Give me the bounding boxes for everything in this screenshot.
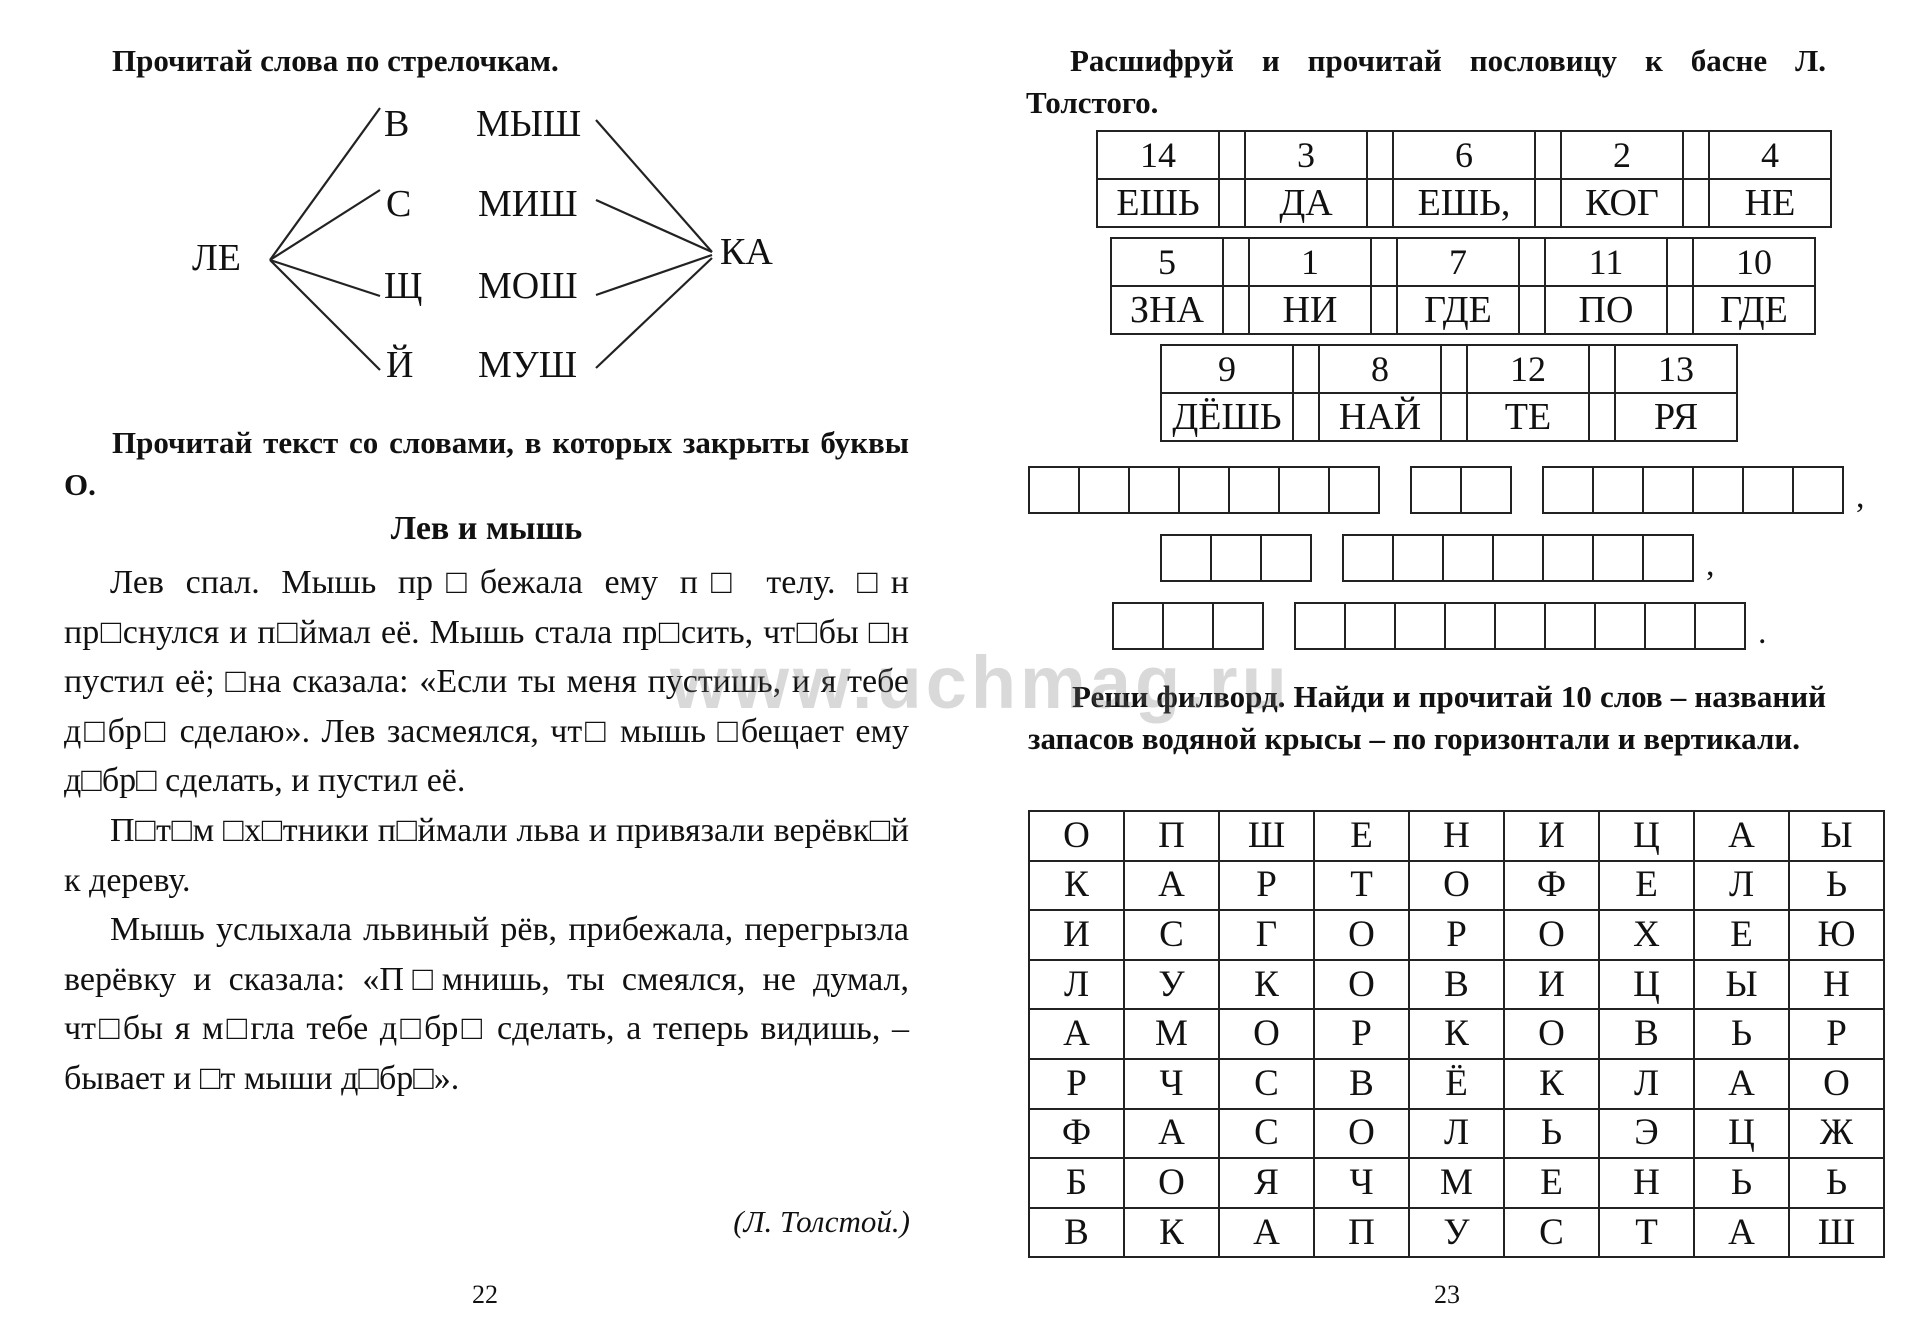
answer-punctuation: , xyxy=(1706,546,1715,583)
filword-cell[interactable]: К xyxy=(1029,861,1124,911)
cipher-spacer xyxy=(1223,238,1249,286)
answer-letter-box[interactable] xyxy=(1296,604,1346,648)
filword-cell[interactable]: С xyxy=(1219,1059,1314,1109)
task1-title: Прочитай слова по стрелочкам. xyxy=(112,43,559,78)
filword-cell[interactable]: О xyxy=(1314,910,1409,960)
filword-cell[interactable]: В xyxy=(1599,1009,1694,1059)
answer-letter-box[interactable] xyxy=(1644,536,1692,580)
cipher-spacer xyxy=(1589,345,1615,393)
filword-cell[interactable]: Ь xyxy=(1789,1158,1884,1208)
answer-letter-box[interactable] xyxy=(1412,468,1462,512)
cipher-number: 4 xyxy=(1709,131,1831,179)
cipher-spacer xyxy=(1535,179,1561,227)
filword-cell[interactable]: О xyxy=(1409,861,1504,911)
filword-row xyxy=(1029,1009,1884,1059)
filword-cell[interactable]: Ё xyxy=(1409,1059,1504,1109)
story-author: (Л. Толстой.) xyxy=(733,1204,910,1239)
answer-letter-box[interactable] xyxy=(1446,604,1496,648)
answer-letter-box[interactable] xyxy=(1544,468,1594,512)
page-number-right: 23 xyxy=(1434,1280,1460,1309)
cipher-spacer xyxy=(1219,131,1245,179)
cipher-row-3 xyxy=(1160,344,1738,442)
filword-row xyxy=(1029,910,1884,960)
cipher-syllable: ГДЕ xyxy=(1693,286,1815,334)
filword-cell[interactable]: К xyxy=(1219,960,1314,1010)
cipher-number: 12 xyxy=(1467,345,1589,393)
cipher-row-1 xyxy=(1096,130,1832,228)
filword-cell[interactable]: И xyxy=(1029,910,1124,960)
answer-letter-box[interactable] xyxy=(1330,468,1378,512)
cipher-syllable: ГДЕ xyxy=(1397,286,1519,334)
cipher-spacer xyxy=(1683,179,1709,227)
answer-letter-box[interactable] xyxy=(1262,536,1310,580)
cipher-syllable: ЕШЬ, xyxy=(1393,179,1535,227)
answer-letter-box[interactable] xyxy=(1444,536,1494,580)
cipher-number: 1 xyxy=(1249,238,1371,286)
tree-ending: КА xyxy=(720,231,773,273)
tree-middle: МИШ xyxy=(478,183,578,225)
filword-row xyxy=(1029,1059,1884,1109)
cipher-number: 6 xyxy=(1393,131,1535,179)
answer-letter-box[interactable] xyxy=(1546,604,1596,648)
cipher-syllable: ПО xyxy=(1545,286,1667,334)
filword-cell[interactable]: Ц xyxy=(1694,1109,1789,1159)
filword-cell[interactable]: Б xyxy=(1029,1158,1124,1208)
cipher-syllable: ДЁШЬ xyxy=(1161,393,1293,441)
cipher-syllable: ЗНА xyxy=(1111,286,1223,334)
filword-cell[interactable]: А xyxy=(1124,1109,1219,1159)
answer-letter-box[interactable] xyxy=(1646,604,1696,648)
filword-cell[interactable]: А xyxy=(1219,1208,1314,1258)
filword-cell[interactable]: Р xyxy=(1314,1009,1409,1059)
filword-cell[interactable]: Ц xyxy=(1599,960,1694,1010)
cipher-spacer xyxy=(1667,238,1693,286)
filword-cell[interactable]: Р xyxy=(1219,861,1314,911)
filword-row xyxy=(1029,1109,1884,1159)
filword-cell[interactable]: В xyxy=(1029,1208,1124,1258)
story-text xyxy=(64,558,909,1104)
cipher-number: 2 xyxy=(1561,131,1683,179)
cipher-row-2 xyxy=(1110,237,1816,335)
filword-cell[interactable]: Л xyxy=(1599,1059,1694,1109)
filword-cell[interactable]: О xyxy=(1314,1109,1409,1159)
answer-letter-box[interactable] xyxy=(1462,468,1510,512)
filword-cell[interactable]: О xyxy=(1124,1158,1219,1208)
filword-cell[interactable]: Ш xyxy=(1219,811,1314,861)
story-title: Лев и мышь xyxy=(390,510,583,547)
answer-word-boxes[interactable] xyxy=(1294,602,1746,650)
cipher-number: 13 xyxy=(1615,345,1737,393)
filword-cell[interactable]: Н xyxy=(1409,811,1504,861)
answer-letter-box[interactable] xyxy=(1030,468,1080,512)
filword-grid xyxy=(1028,810,1885,1258)
filword-cell[interactable]: Л xyxy=(1029,960,1124,1010)
filword-cell[interactable]: О xyxy=(1504,910,1599,960)
answer-letter-box[interactable] xyxy=(1794,468,1842,512)
filword-row xyxy=(1029,960,1884,1010)
filword-cell[interactable]: Т xyxy=(1314,861,1409,911)
answer-letter-box[interactable] xyxy=(1394,536,1444,580)
answer-letter-box[interactable] xyxy=(1544,536,1594,580)
task2-title: Прочитай текст со словами, в которых закрыты буквы О. xyxy=(64,425,909,502)
filword-cell[interactable]: П xyxy=(1314,1208,1409,1258)
filword-cell[interactable]: А xyxy=(1694,1208,1789,1258)
filword-cell[interactable]: А xyxy=(1029,1009,1124,1059)
cipher-spacer xyxy=(1589,393,1615,441)
filword-cell[interactable]: Ф xyxy=(1504,861,1599,911)
filword-cell[interactable]: Ч xyxy=(1314,1158,1409,1208)
answer-letter-box[interactable] xyxy=(1346,604,1396,648)
arrow-to-s xyxy=(270,190,380,260)
answer-letter-box[interactable] xyxy=(1694,468,1744,512)
arrow-to-i xyxy=(270,260,380,370)
filword-cell[interactable]: М xyxy=(1124,1009,1219,1059)
cipher-spacer xyxy=(1293,393,1319,441)
story-paragraph: Лев спал. Мышь пр□бежала ему п□ телу. □н пр□снулся и п□ймал её. Мышь стала пр□сить, чт□бы □н пустил её; □на сказала: «Если ты меня пустишь, и я тебе д□бр□ сделаю». Лев засмеялся, чт□ мышь □бещает ему д□бр□ сделать, и пустил её. xyxy=(64,564,909,800)
answer-word-boxes[interactable] xyxy=(1160,534,1312,582)
filword-cell[interactable]: И xyxy=(1504,960,1599,1010)
answer-letter-box[interactable] xyxy=(1214,604,1262,648)
answer-letter-box[interactable] xyxy=(1496,604,1546,648)
cipher-number: 3 xyxy=(1245,131,1367,179)
filword-cell[interactable]: Ю xyxy=(1789,910,1884,960)
answer-word-boxes[interactable] xyxy=(1112,602,1264,650)
filword-cell[interactable]: Е xyxy=(1314,811,1409,861)
answer-row-3 xyxy=(1112,602,1767,650)
cipher-number: 10 xyxy=(1693,238,1815,286)
answer-letter-box[interactable] xyxy=(1744,468,1794,512)
cipher-spacer xyxy=(1219,179,1245,227)
filword-cell[interactable]: Р xyxy=(1789,1009,1884,1059)
filword-row xyxy=(1029,1208,1884,1258)
filword-cell[interactable]: О xyxy=(1504,1009,1599,1059)
filword-cell[interactable]: Х xyxy=(1599,910,1694,960)
cipher-syllable: ДА xyxy=(1245,179,1367,227)
cipher-spacer xyxy=(1223,286,1249,334)
filword-cell[interactable]: Ы xyxy=(1789,811,1884,861)
answer-letter-box[interactable] xyxy=(1162,536,1212,580)
filword-cell[interactable]: Е xyxy=(1504,1158,1599,1208)
tree-root: ЛЕ xyxy=(192,237,241,279)
filword-cell[interactable]: У xyxy=(1124,960,1219,1010)
filword-cell[interactable]: Г xyxy=(1219,910,1314,960)
filword-cell[interactable]: Р xyxy=(1029,1059,1124,1109)
tree-letter: В xyxy=(384,103,410,145)
filword-cell[interactable]: Ь xyxy=(1504,1109,1599,1159)
filword-cell[interactable]: Ц xyxy=(1599,811,1694,861)
answer-letter-box[interactable] xyxy=(1080,468,1130,512)
tree-middle: МУШ xyxy=(478,344,578,386)
filword-cell[interactable]: О xyxy=(1219,1009,1314,1059)
tree-middle: МЫШ xyxy=(476,103,582,145)
answer-word-boxes[interactable] xyxy=(1410,466,1512,514)
cipher-syllable: НЕ xyxy=(1709,179,1831,227)
cipher-spacer xyxy=(1371,238,1397,286)
answer-punctuation: . xyxy=(1758,614,1767,651)
filword-cell[interactable]: Н xyxy=(1599,1158,1694,1208)
tree-letter: С xyxy=(386,183,412,225)
filword-row xyxy=(1029,861,1884,911)
filword-cell[interactable]: Л xyxy=(1409,1109,1504,1159)
filword-cell[interactable]: А xyxy=(1694,811,1789,861)
answer-punctuation: , xyxy=(1856,478,1865,515)
filword-cell[interactable]: К xyxy=(1124,1208,1219,1258)
cipher-spacer xyxy=(1519,286,1545,334)
filword-cell[interactable]: Н xyxy=(1789,960,1884,1010)
filword-cell[interactable]: Я xyxy=(1219,1158,1314,1208)
arrow-from-mish xyxy=(596,200,712,252)
filword-cell[interactable]: П xyxy=(1124,811,1219,861)
right-page xyxy=(960,0,1920,1343)
filword-cell[interactable]: Ф xyxy=(1029,1109,1124,1159)
filword-cell[interactable]: Ш xyxy=(1789,1208,1884,1258)
answer-letter-box[interactable] xyxy=(1114,604,1164,648)
filword-row xyxy=(1029,811,1884,861)
filword-cell[interactable]: Р xyxy=(1409,910,1504,960)
arrow-from-mysh xyxy=(596,120,712,252)
answer-letter-box[interactable] xyxy=(1130,468,1180,512)
answer-letter-box[interactable] xyxy=(1596,604,1646,648)
answer-row-1 xyxy=(1028,466,1865,514)
tree-letter: Щ xyxy=(384,265,423,307)
answer-row-2 xyxy=(1160,534,1715,582)
filword-cell[interactable]: Ь xyxy=(1694,1158,1789,1208)
answer-word-boxes[interactable] xyxy=(1542,466,1844,514)
filword-cell[interactable]: С xyxy=(1124,910,1219,960)
cipher-syllable: ТЕ xyxy=(1467,393,1589,441)
cipher-syllable: КОГ xyxy=(1561,179,1683,227)
cipher-spacer xyxy=(1441,345,1467,393)
filword-cell[interactable]: Е xyxy=(1694,910,1789,960)
answer-word-boxes[interactable] xyxy=(1028,466,1380,514)
cipher-syllable: НАЙ xyxy=(1319,393,1441,441)
filword-cell[interactable]: Т xyxy=(1599,1208,1694,1258)
story-paragraph: Мышь услыхала львиный рёв, прибежала, перегрызла верёвку и сказала: «П□мнишь, ты смеялся, не думал, чт□бы я м□гла тебе д□бр□ сделать, а теперь видишь, – бывает и □т мыши д□бр□». xyxy=(64,911,909,1097)
answer-letter-box[interactable] xyxy=(1644,468,1694,512)
filword-row xyxy=(1029,1158,1884,1208)
filword-cell[interactable]: К xyxy=(1409,1009,1504,1059)
tree-middle: МОШ xyxy=(478,265,578,307)
answer-letter-box[interactable] xyxy=(1594,536,1644,580)
cipher-spacer xyxy=(1535,131,1561,179)
filword-cell[interactable]: А xyxy=(1124,861,1219,911)
answer-letter-box[interactable] xyxy=(1494,536,1544,580)
answer-word-boxes[interactable] xyxy=(1342,534,1694,582)
answer-letter-box[interactable] xyxy=(1180,468,1230,512)
filword-cell[interactable]: С xyxy=(1504,1208,1599,1258)
cipher-spacer xyxy=(1667,286,1693,334)
word-tree xyxy=(0,0,960,400)
filword-cell[interactable]: Л xyxy=(1694,861,1789,911)
filword-cell[interactable]: О xyxy=(1789,1059,1884,1109)
filword-cell[interactable]: Ж xyxy=(1789,1109,1884,1159)
filword-cell[interactable]: У xyxy=(1409,1208,1504,1258)
cipher-spacer xyxy=(1367,131,1393,179)
answer-letter-box[interactable] xyxy=(1696,604,1744,648)
filword-cell[interactable]: В xyxy=(1409,960,1504,1010)
answer-letter-box[interactable] xyxy=(1594,468,1644,512)
cipher-number: 5 xyxy=(1111,238,1223,286)
filword-cell[interactable]: М xyxy=(1409,1158,1504,1208)
cipher-spacer xyxy=(1519,238,1545,286)
cipher-syllable: РЯ xyxy=(1615,393,1737,441)
answer-letter-box[interactable] xyxy=(1230,468,1280,512)
answer-letter-box[interactable] xyxy=(1164,604,1214,648)
answer-letter-box[interactable] xyxy=(1212,536,1262,580)
filword-cell[interactable]: Ь xyxy=(1694,1009,1789,1059)
filword-cell[interactable]: О xyxy=(1029,811,1124,861)
cipher-syllable: ЕШЬ xyxy=(1097,179,1219,227)
task3-title: Расшифруй и прочитай пословицу к басне Л. Толстого. xyxy=(1026,43,1826,120)
cipher-spacer xyxy=(1683,131,1709,179)
answer-letter-box[interactable] xyxy=(1280,468,1330,512)
cipher-spacer xyxy=(1371,286,1397,334)
filword-cell[interactable]: Ы xyxy=(1694,960,1789,1010)
page-number-left: 22 xyxy=(472,1280,498,1309)
tree-letter: Й xyxy=(386,344,414,386)
cipher-number: 14 xyxy=(1097,131,1219,179)
filword-cell[interactable]: К xyxy=(1504,1059,1599,1109)
cipher-spacer xyxy=(1293,345,1319,393)
filword-cell[interactable]: И xyxy=(1504,811,1599,861)
watermark: www.uchmag.ru xyxy=(670,641,1291,724)
cipher-syllable: НИ xyxy=(1249,286,1371,334)
cipher-number: 8 xyxy=(1319,345,1441,393)
filword-cell[interactable]: О xyxy=(1314,960,1409,1010)
task4-title: Реши филворд. Найди и прочитай 10 слов – названий запасов водяной крысы – по горизонтали и вертикали. xyxy=(1028,679,1826,756)
arrow-to-v xyxy=(270,108,380,260)
filword-cell[interactable]: Э xyxy=(1599,1109,1694,1159)
cipher-number: 9 xyxy=(1161,345,1293,393)
filword-cell[interactable]: Е xyxy=(1599,861,1694,911)
answer-letter-box[interactable] xyxy=(1344,536,1394,580)
cipher-spacer xyxy=(1441,393,1467,441)
answer-letter-box[interactable] xyxy=(1396,604,1446,648)
cipher-spacer xyxy=(1367,179,1393,227)
cipher-number: 7 xyxy=(1397,238,1519,286)
filword-cell[interactable]: С xyxy=(1219,1109,1314,1159)
filword-cell[interactable]: В xyxy=(1314,1059,1409,1109)
filword-cell[interactable]: А xyxy=(1694,1059,1789,1109)
filword-cell[interactable]: Ь xyxy=(1789,861,1884,911)
filword-cell[interactable]: Ч xyxy=(1124,1059,1219,1109)
story-paragraph: П□т□м □х□тники п□ймали льва и привязали верёвк□й к дереву. xyxy=(64,811,909,899)
cipher-number: 11 xyxy=(1545,238,1667,286)
